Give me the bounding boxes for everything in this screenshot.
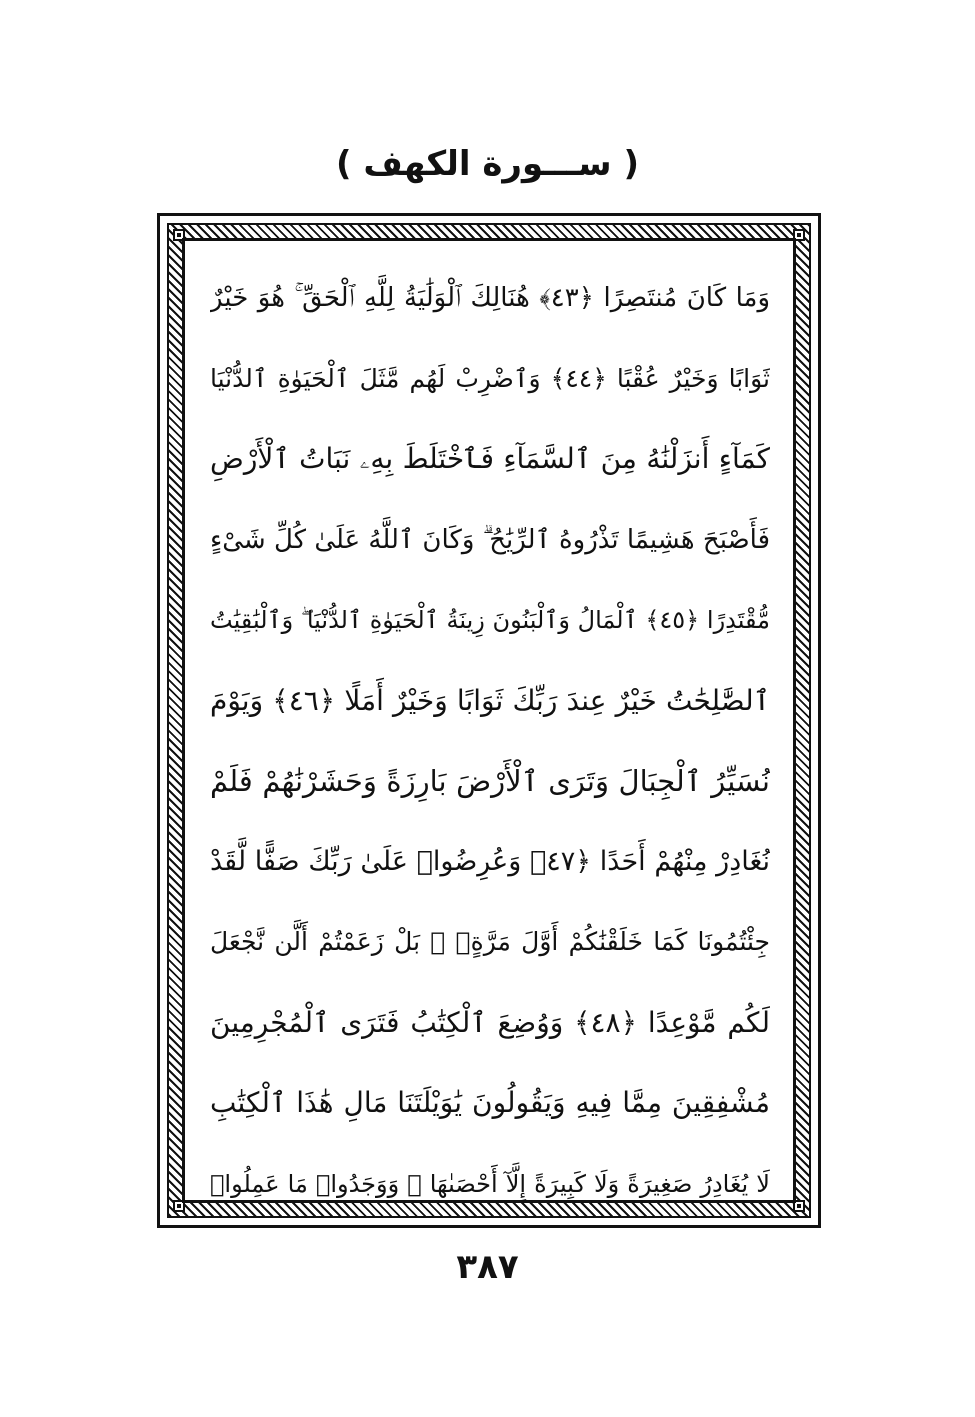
verse-line: لَا يُغَادِرُ صَغِيرَةً وَلَا كَبِيرَةً إِلَّآ أَحْصَىٰهَا ۚ وَوَجَدُوا۟ مَا عَمِلُوا۟ [210, 1169, 770, 1198]
verse-line: نُغَادِرْ مِنْهُمْ أَحَدًا ﴿٤٧﴾ وَعُرِضُوا۟ عَلَىٰ رَبِّكَ صَفًّا لَّقَدْ [210, 845, 770, 877]
verse-line: مُشْفِقِينَ مِمَّا فِيهِ وَيَقُولُونَ يَٰوَيْلَتَنَا مَالِ هَٰذَا ٱلْكِتَٰبِ [210, 1086, 770, 1119]
verse-line: نُسَيِّرُ ٱلْجِبَالَ وَتَرَى ٱلْأَرْضَ بَارِزَةً وَحَشَرْنَٰهُمْ فَلَمْ [210, 764, 770, 798]
page-number: ٣٨٧ [456, 1247, 519, 1287]
verse-line: وَمَا كَانَ مُنتَصِرًا ﴿٤٣﴾ هُنَالِكَ ٱلْوَلَٰيَةُ لِلَّهِ ٱلْحَقِّ ۚ هُوَ خَيْرٌ [210, 283, 770, 313]
verse-line: مُّقْتَدِرًا ﴿٤٥﴾ ٱلْمَالُ وَٱلْبَنُونَ زِينَةُ ٱلْحَيَوٰةِ ٱلدُّنْيَا ۖ وَٱلْبَٰقِيَٰتُ [210, 606, 770, 634]
verse-line: ثَوَابًا وَخَيْرٌ عُقْبًا ﴿٤٤﴾ وَٱضْرِبْ لَهُم مَّثَلَ ٱلْحَيَوٰةِ ٱلدُّنْيَا [210, 363, 770, 393]
surah-title: ( ســـورة الكهف ) [336, 144, 639, 184]
verse-text-block [210, 258, 770, 1224]
verse-line: جِئْتُمُونَا كَمَا خَلَقْنَٰكُمْ أَوَّلَ مَرَّةٍۭ ۚ بَلْ زَعَمْتُمْ أَلَّن نَّجْعَلَ [210, 927, 770, 956]
verse-line: فَأَصْبَحَ هَشِيمًا تَذْرُوهُ ٱلرِّيَٰحُ ۗ وَكَانَ ٱللَّهُ عَلَىٰ كُلِّ شَىْءٍ [210, 524, 770, 555]
verse-line: كَمَآءٍ أَنزَلْنَٰهُ مِنَ ٱلسَّمَآءِ فَٱخْتَلَطَ بِهِۦ نَبَاتُ ٱلْأَرْضِ [210, 442, 770, 475]
verse-line: ٱلصَّٰلِحَٰتُ خَيْرٌ عِندَ رَبِّكَ ثَوَابًا وَخَيْرٌ أَمَلًا ﴿٤٦﴾ وَيَوْمَ [210, 683, 770, 717]
verse-line: لَكُم مَّوْعِدًا ﴿٤٨﴾ وَوُضِعَ ٱلْكِتَٰبُ فَتَرَى ٱلْمُجْرِمِينَ [210, 1005, 770, 1039]
